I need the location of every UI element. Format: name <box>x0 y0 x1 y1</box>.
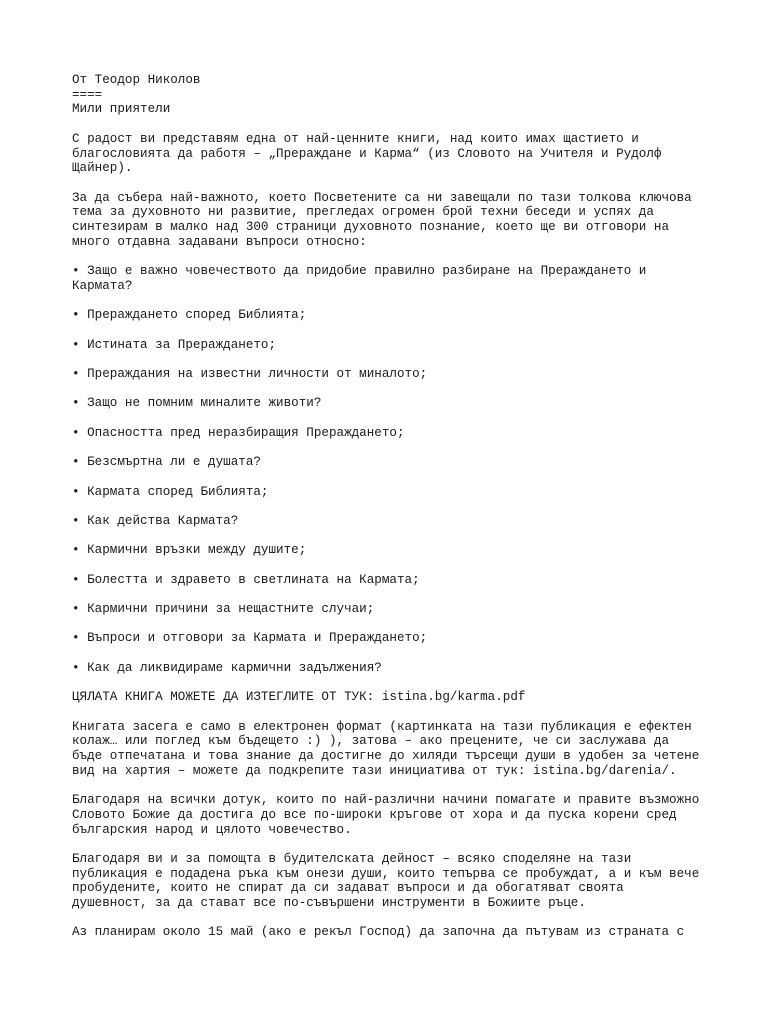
document-header <box>72 73 712 117</box>
topic-line: Кармата? <box>72 278 133 293</box>
format-line: бъде отпечатана и това знание да достигне до хиляди търсещи души в удобен за четене <box>72 749 700 764</box>
list-item: • Болестта и здравето в светлината на Кармата; <box>72 572 420 587</box>
purpose-line: За да събера най-важното, което Посветените са ни завещали по тази толкова ключова <box>72 190 692 205</box>
intro-line: Щайнер). <box>72 161 133 176</box>
list-item: • Прераждания на известни личности от миналото; <box>72 366 428 381</box>
purpose-line: много отдавна задавани въпроси относно: <box>72 234 367 249</box>
list-item: • Въпроси и отговори за Кармата и Прераждането; <box>72 631 428 646</box>
list-item: • Опасността пред неразбиращия Прераждането; <box>72 425 405 440</box>
list-item: • Прераждането според Библията; <box>72 308 307 323</box>
topic-list <box>72 264 712 675</box>
separator-line: ==== <box>72 87 103 102</box>
thanks-line: Словото Божие да достига до все по-широки кръгове от хора и да пуска корени сред <box>72 807 677 822</box>
list-item: • Кармата според Библията; <box>72 484 269 499</box>
purpose-line: тема за духовното ни развитие, прегледах огромен брой техни беседи и успях да <box>72 205 654 220</box>
format-paragraph <box>72 720 712 779</box>
list-item: • Безсмъртна ли е душата? <box>72 455 261 470</box>
list-item: • Защо не помним миналите животи? <box>72 396 322 411</box>
document-page <box>72 73 712 940</box>
topic-line: • Защо е важно човечеството да придобие правилно разбиране на Прераждането и <box>72 264 647 279</box>
purpose-paragraph <box>72 191 712 250</box>
list-item: • Кармични връзки между душите; <box>72 543 307 558</box>
intro-paragraph <box>72 132 712 176</box>
format-line: колаж… или поглед към бъдещето :) ), затова – ако прецените, че си заслужава да <box>72 734 670 749</box>
thanks-line: българския народ и цялото човечество. <box>72 822 352 837</box>
awakening-line: пробудените, които не спират да си задават въпроси и да обогатяват своята <box>72 881 624 896</box>
awakening-line: публикация е подадена ръка към онези души, които тепърва се пробуждат, а и към вече <box>72 866 700 881</box>
format-line: вид на хартия – можете да подкрепите тази инициатива от тук: istina.bg/darenia/. <box>72 763 677 778</box>
purpose-line: синтезирам в малко над 300 страници духовното познание, което ще ви отговори на <box>72 220 670 234</box>
download-line: ЦЯЛАТА КНИГА МОЖЕТЕ ДА ИЗТЕГЛИТЕ ОТ ТУК: istina.bg/karma.pdf <box>72 690 526 705</box>
plan-line: Аз планирам около 15 май (ако е рекъл Господ) да започна да пътувам из страната с <box>72 925 685 940</box>
list-item: • Как да ликвидираме кармични задължения? <box>72 660 382 675</box>
intro-line: С радост ви представям една от най-ценните книги, над които имах щастието и <box>72 131 639 146</box>
list-item: • Кармични причини за нещастните случаи; <box>72 602 375 617</box>
author-line: От Теодор Николов <box>72 73 201 87</box>
thanks-line: Благодаря на всички дотук, които по най-различни начини помагате и правите възможно <box>72 793 700 808</box>
greeting-line: Мили приятели <box>72 102 171 117</box>
intro-line: благословията да работя – „Прераждане и Карма“ (из Словото на Учителя и Рудолф <box>72 146 662 161</box>
thanks-paragraph <box>72 793 712 837</box>
list-item <box>72 264 712 293</box>
awakening-line: Благодаря ви и за помощта в будителската дейност – всяко споделяне на тази <box>72 851 632 866</box>
awakening-paragraph <box>72 852 712 911</box>
format-line: Книгата засега е само в електронен формат (картинката на тази публикация е ефектен <box>72 719 692 734</box>
list-item: • Как действа Кармата? <box>72 513 239 528</box>
list-item: • Истината за Прераждането; <box>72 337 277 352</box>
awakening-line: душевност, за да стават все по-съвършени инструменти в Божиите ръце. <box>72 896 586 911</box>
